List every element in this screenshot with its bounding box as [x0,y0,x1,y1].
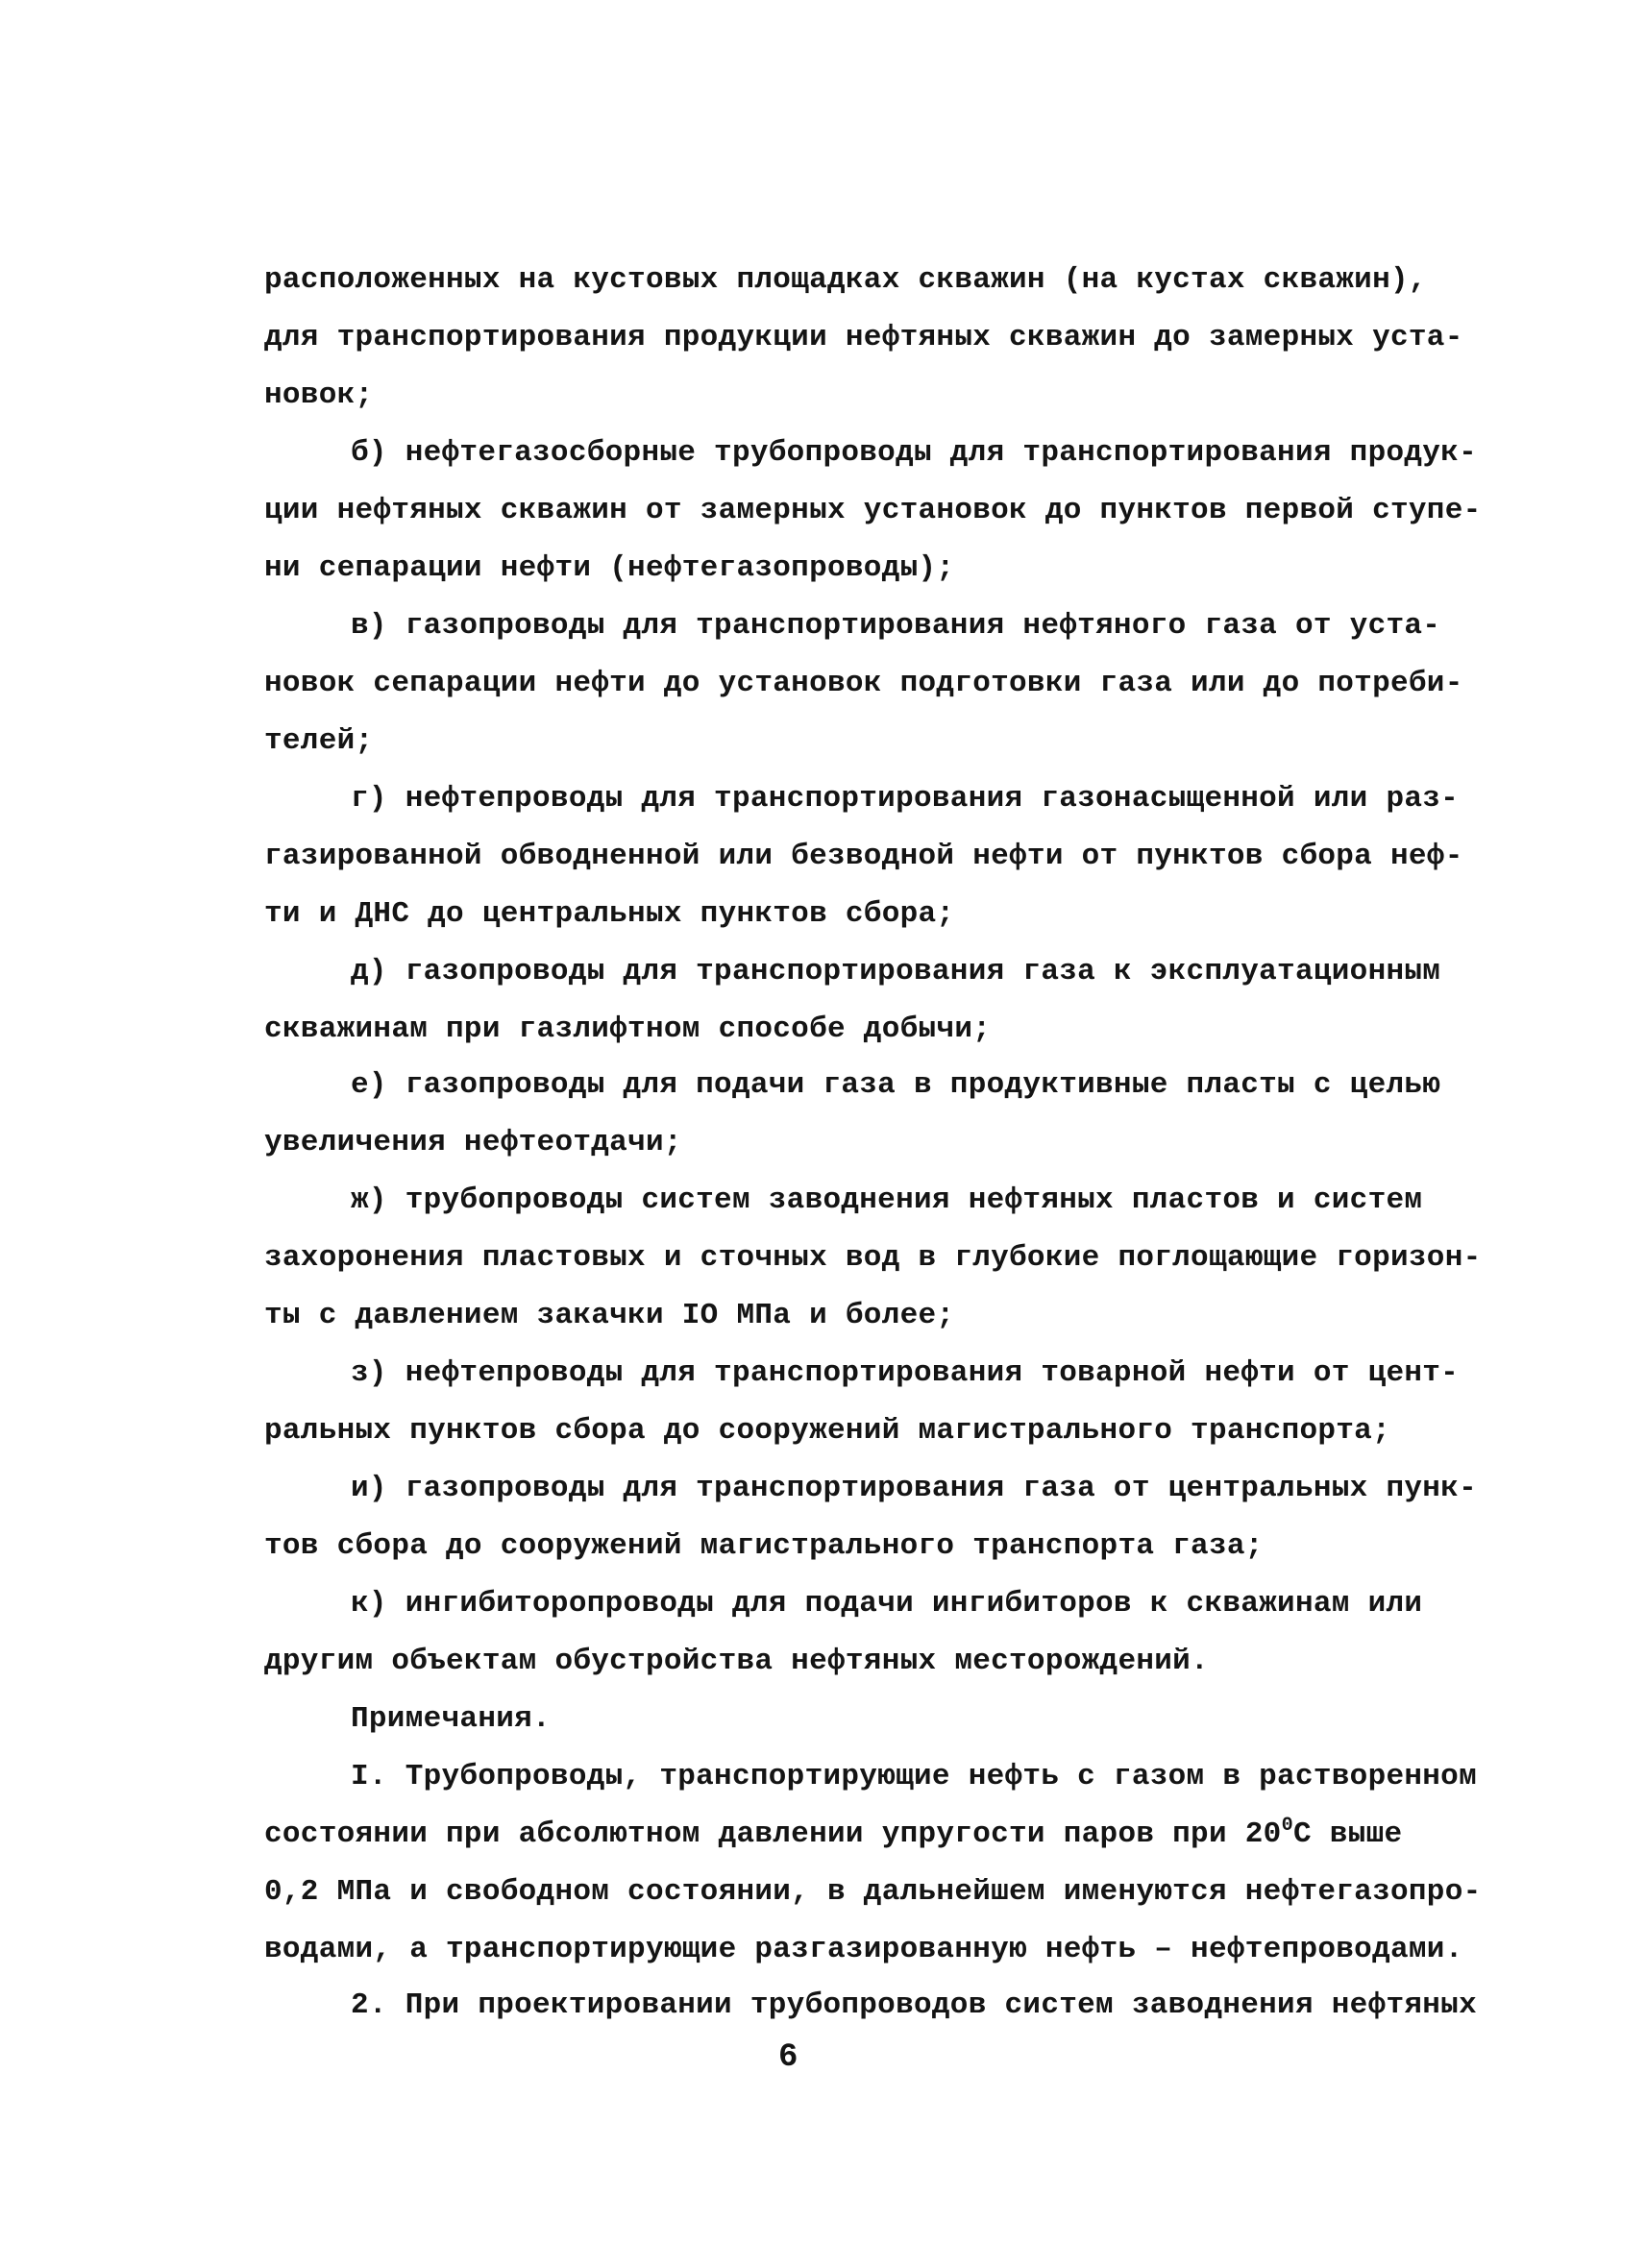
text-line-25: другим объектам обустройства нефтяных месторождений. [264,1645,1209,1678]
text-line-18: захоронения пластовых и сточных вод в глубокие поглощающие горизон- [264,1241,1482,1275]
text-line-5: ции нефтяных скважин от замерных установок до пунктов первой ступе- [264,494,1482,527]
text-line-2: для транспортирования продукции нефтяных скважин до замерных уста- [264,321,1463,354]
text-line-9: телей; [264,724,374,758]
text-line-30: водами, а транспортирующие разгазированную нефть – нефтепроводами. [264,1933,1463,1966]
text-line-24: к) ингибиторопроводы для подачи ингибиторов к скважинам или [351,1587,1423,1621]
text-line-28-main: состоянии при абсолютном давлении упругости паров при 20 [264,1817,1282,1851]
text-line-28 [264,1816,1402,1854]
text-line-3: новок; [264,378,374,412]
text-line-13: д) газопроводы для транспортирования газа к эксплуатационным [351,955,1441,988]
text-line-4: б) нефтегазосборные трубопроводы для транспортирования продук- [351,436,1477,470]
text-line-27: I. Трубопроводы, транспортирующие нефть с газом в растворенном [351,1760,1477,1793]
text-line-19: ты с давлением закачки IO МПа и более; [264,1299,955,1332]
text-line-20: з) нефтепроводы для транспортирования товарной нефти от цент- [351,1356,1460,1390]
text-line-29: 0,2 МПа и свободном состоянии, в дальнейшем именуются нефтегазопро- [264,1875,1482,1909]
text-line-10: г) нефтепроводы для транспортирования газонасыщенной или раз- [351,782,1460,816]
text-line-17: ж) трубопроводы систем заводнения нефтяных пластов и систем [351,1183,1423,1217]
text-line-8: новок сепарации нефти до установок подготовки газа или до потреби- [264,667,1463,700]
notes-heading: Примечания. [351,1702,551,1736]
text-line-1: расположенных на кустовых площадках скважин (на кустах скважин), [264,263,1427,297]
text-line-22: и) газопроводы для транспортирования газа от центральных пунк- [351,1472,1477,1505]
text-line-7: в) газопроводы для транспортирования нефтяного газа от уста- [351,609,1441,643]
text-line-31: 2. При проектировании трубопроводов систем заводнения нефтяных [351,1988,1477,2022]
text-line-16: увеличения нефтеотдачи; [264,1126,682,1159]
text-line-12: ти и ДНС до центральных пунктов сбора; [264,897,955,931]
text-line-6: ни сепарации нефти (нефтегазопроводы); [264,551,955,585]
page-number: 6 [778,2039,798,2076]
text-line-23: тов сбора до сооружений магистрального транспорта газа; [264,1529,1264,1563]
degree-superscript: 0 [1281,1814,1293,1837]
text-line-11: газированной обводненной или безводной нефти от пунктов сбора неф- [264,840,1463,873]
text-line-21: ральных пунктов сбора до сооружений магистрального транспорта; [264,1414,1390,1448]
text-line-28-tail: С выше [1292,1817,1403,1851]
text-line-14: скважинам при газлифтном способе добычи; [264,1012,992,1046]
text-line-15: е) газопроводы для подачи газа в продуктивные пласты с целью [351,1068,1441,1102]
